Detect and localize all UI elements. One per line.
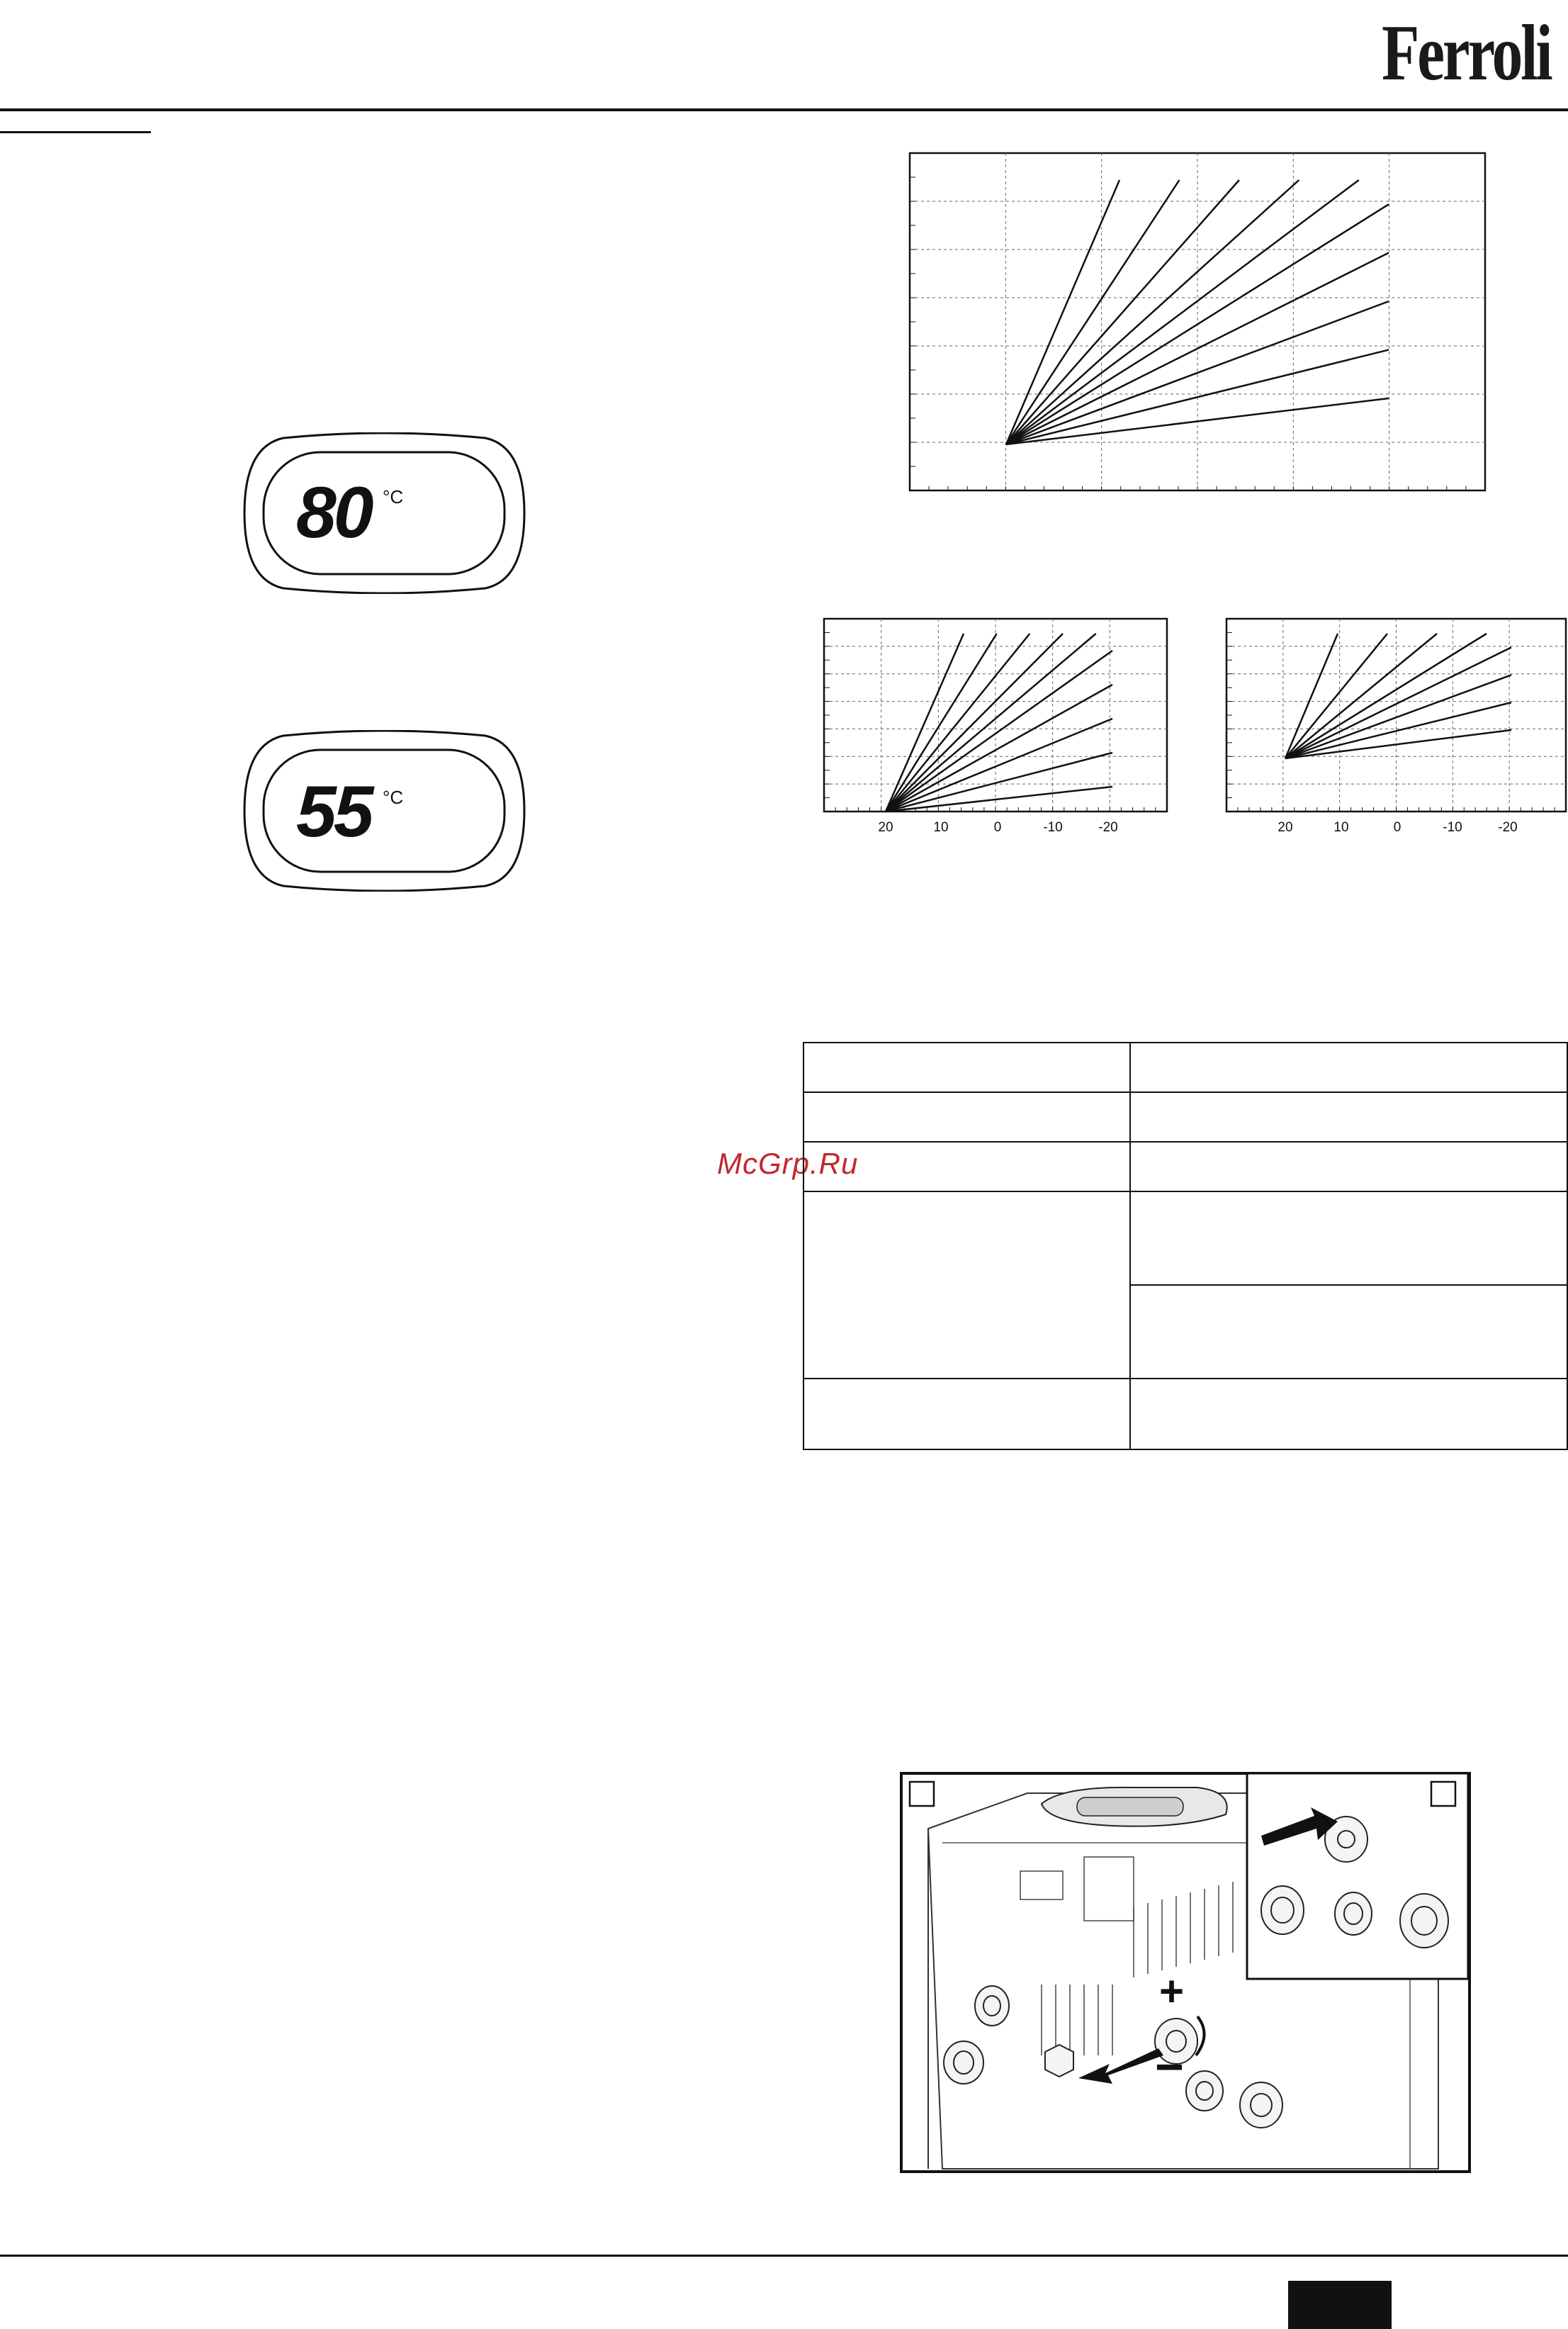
ferroli-logo: Ferroli	[1382, 9, 1551, 97]
table-row	[803, 1043, 1567, 1092]
heating-curve-line	[886, 634, 1030, 812]
display-unit: °C	[383, 486, 404, 507]
table-row	[803, 1191, 1567, 1285]
table-cell	[803, 1043, 1130, 1092]
table-cell	[1130, 1043, 1567, 1092]
x-tick-label: 20	[1277, 820, 1293, 835]
table-cell	[803, 1191, 1130, 1379]
table-cell	[803, 1142, 1130, 1191]
x-tick-label: -20	[1098, 820, 1118, 835]
heating-curve-line	[886, 787, 1112, 812]
x-tick-label: -10	[1043, 820, 1063, 835]
x-tick-label: 10	[1333, 820, 1349, 835]
heating-curve-line	[1006, 180, 1359, 444]
table-cell	[1130, 1285, 1567, 1379]
table-cell	[1130, 1191, 1567, 1285]
table-cell	[1130, 1379, 1567, 1449]
x-tick-label: -20	[1498, 820, 1518, 835]
table-row	[803, 1142, 1567, 1191]
heating-curve-chart-left	[822, 617, 1169, 836]
table-cell	[803, 1379, 1130, 1449]
heating-curve-chart	[907, 150, 1489, 494]
spec-table	[803, 1042, 1568, 1450]
heating-curve-line	[1285, 634, 1338, 758]
x-tick-label: 20	[878, 820, 893, 835]
footer-rule	[0, 2255, 1568, 2257]
table-cell	[1130, 1092, 1567, 1142]
heating-curve-line	[886, 651, 1112, 812]
display-80	[241, 432, 528, 594]
heating-curve-line	[1285, 730, 1511, 758]
section-rule	[0, 131, 151, 133]
display-unit: °C	[383, 787, 404, 808]
page-number-box	[1288, 2281, 1392, 2329]
table-row	[803, 1092, 1567, 1142]
header-rule	[0, 108, 1568, 111]
boiler-connection-figure	[900, 1772, 1471, 2173]
x-tick-label: -10	[1443, 820, 1462, 835]
x-tick-label: 0	[1393, 820, 1401, 835]
table-cell	[803, 1092, 1130, 1142]
display-value: 55	[296, 771, 371, 852]
display-value: 80	[296, 472, 371, 553]
table-row	[803, 1379, 1567, 1449]
table-cell	[1130, 1142, 1567, 1191]
plus-icon: +	[1159, 1968, 1185, 2015]
x-tick-label: 0	[993, 820, 1002, 835]
x-tick-label: 10	[933, 820, 949, 835]
heating-curve-line	[1006, 301, 1389, 444]
minus-icon: −	[1155, 2039, 1184, 2094]
heating-curve-line	[1285, 647, 1511, 758]
heating-curve-line	[886, 634, 1063, 812]
display-55	[241, 730, 528, 892]
heating-curve-line	[886, 685, 1112, 812]
heating-curve-line	[886, 634, 997, 812]
heating-curve-line	[1006, 180, 1239, 444]
watermark: McGrp.Ru	[717, 1147, 859, 1180]
heating-curve-chart-right	[1224, 617, 1568, 836]
heating-curve-line	[1006, 180, 1119, 444]
